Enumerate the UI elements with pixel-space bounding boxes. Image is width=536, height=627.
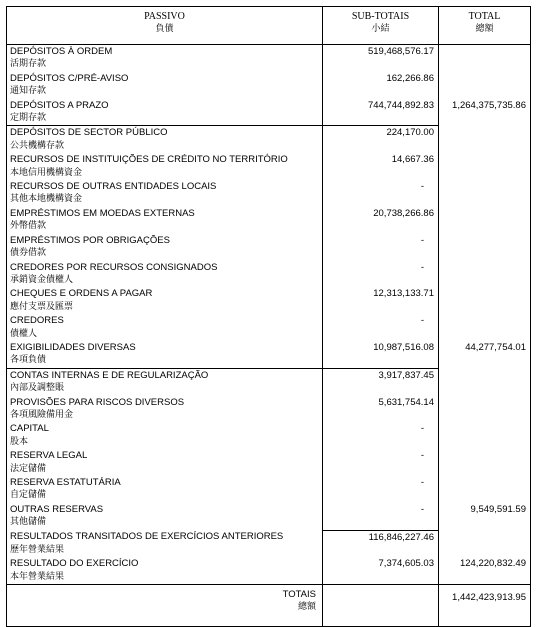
rows-body <box>7 45 531 585</box>
table-row <box>7 476 531 503</box>
row-subtotal-cell <box>323 207 439 234</box>
header-row <box>7 7 531 45</box>
row-label-cell <box>7 503 323 530</box>
totals-label-cell <box>7 585 323 627</box>
table-row <box>7 153 531 180</box>
table-row <box>7 207 531 234</box>
row-label-pt: OUTRAS RESERVAS <box>10 503 104 515</box>
row-label-cell <box>7 449 323 476</box>
row-label-cell <box>7 287 323 314</box>
row-label-cell <box>7 234 323 261</box>
row-subtotal-value: 162,266.86 <box>386 72 434 84</box>
row-label-zh: 內部及調整賬 <box>10 383 65 394</box>
header-subtotais-zh: 小結 <box>371 24 390 34</box>
row-total-cell <box>439 126 531 153</box>
row-total-cell <box>439 234 531 261</box>
row-label-pt: EMPRÉSTIMOS EM MOEDAS EXTERNAS <box>10 207 195 219</box>
row-subtotal-value: 5,631,754.14 <box>378 396 434 408</box>
table-row <box>7 530 531 557</box>
totals-value: 1,442,423,913.95 <box>439 585 531 627</box>
row-total-cell <box>439 341 531 368</box>
row-total-cell <box>439 72 531 99</box>
row-label-pt: PROVISÕES PARA RISCOS DIVERSOS <box>10 396 185 408</box>
row-subtotal-cell <box>323 396 439 423</box>
row-label-pt: RESULTADO DO EXERCÍCIO <box>10 558 139 570</box>
row-label-zh: 活期存款 <box>10 59 47 70</box>
row-subtotal-value: 7,374,605.03 <box>378 558 434 570</box>
row-subtotal-value: 3,917,837.45 <box>378 369 434 381</box>
row-label-zh: 應付支票及匯票 <box>10 301 74 312</box>
table-row <box>7 341 531 368</box>
row-label-pt: CREDORES <box>10 315 64 327</box>
table-row <box>7 45 531 72</box>
row-total-cell <box>439 557 531 584</box>
row-label-pt: EMPRÉSTIMOS POR OBRIGAÇÕES <box>10 234 170 246</box>
row-label-pt: CREDORES POR RECURSOS CONSIGNADOS <box>10 261 218 273</box>
row-label-zh: 債權人 <box>10 328 38 339</box>
row-label-pt: RESULTADOS TRANSITADOS DE EXERCÍCIOS ANTERIORES <box>10 531 284 543</box>
row-subtotal-cell <box>323 503 439 530</box>
header-total-zh: 總額 <box>475 24 494 34</box>
totals-label: TOTAIS <box>282 589 316 601</box>
row-subtotal-value: - <box>420 450 424 462</box>
row-label-cell <box>7 72 323 99</box>
table-row <box>7 368 531 395</box>
row-total-cell <box>439 530 531 557</box>
row-label-zh: 公共機構存款 <box>10 140 65 151</box>
row-label-cell <box>7 99 323 126</box>
row-subtotal-value: - <box>420 315 424 327</box>
table-row <box>7 180 531 207</box>
row-subtotal-cell <box>323 341 439 368</box>
row-subtotal-cell <box>323 153 439 180</box>
row-label-cell <box>7 45 323 72</box>
row-label-cell <box>7 396 323 423</box>
row-subtotal-cell <box>323 261 439 288</box>
table-row <box>7 287 531 314</box>
row-subtotal-cell <box>323 476 439 503</box>
header-subtotais-label: SUB-TOTAIS <box>351 11 410 22</box>
row-label-cell <box>7 530 323 557</box>
row-label-zh: 各項負債 <box>10 355 47 366</box>
row-label-cell <box>7 314 323 341</box>
row-subtotal-value: 10,987,516.08 <box>373 341 434 353</box>
row-label-cell <box>7 422 323 449</box>
row-subtotal-value: 224,170.00 <box>386 127 434 139</box>
row-label-zh: 法定儲備 <box>10 463 47 474</box>
row-total-cell <box>439 153 531 180</box>
table-row <box>7 234 531 261</box>
row-label-zh: 各項風險備用金 <box>10 409 74 420</box>
row-label-zh: 外幣借款 <box>10 221 47 232</box>
row-label-pt: RESERVA ESTATUTÁRIA <box>10 477 121 488</box>
row-total-value: 1,264,375,735.86 <box>452 99 526 111</box>
row-total-cell <box>439 476 531 503</box>
row-label-pt: DEPÓSITOS À ORDEM <box>10 46 113 57</box>
row-subtotal-value: - <box>420 181 424 193</box>
row-subtotal-cell <box>323 287 439 314</box>
row-total-cell <box>439 422 531 449</box>
header-passivo-zh: 負債 <box>155 24 174 34</box>
row-total-cell <box>439 314 531 341</box>
row-subtotal-value: 20,738,266.86 <box>373 207 434 219</box>
row-subtotal-cell <box>323 126 439 153</box>
row-label-cell <box>7 180 323 207</box>
row-subtotal-value: 116,846,227.46 <box>368 531 434 543</box>
row-total-cell <box>439 99 531 126</box>
row-label-zh: 通知存款 <box>10 86 47 97</box>
row-label-zh: 其他本地機構資金 <box>10 194 83 205</box>
header-passivo-label: PASSIVO <box>144 11 185 22</box>
row-total-value: 44,277,754.01 <box>465 341 526 353</box>
row-total-cell <box>439 368 531 395</box>
row-label-zh: 歷年營業結果 <box>10 544 65 555</box>
row-label-pt: CAPITAL <box>10 423 49 435</box>
row-label-zh: 定期存款 <box>10 113 47 124</box>
table-row <box>7 449 531 476</box>
row-subtotal-value: 14,667.36 <box>391 154 434 166</box>
row-label-pt: CONTAS INTERNAS E DE REGULARIZAÇÃO <box>10 369 209 381</box>
table-row <box>7 396 531 423</box>
table-row <box>7 314 531 341</box>
row-total-value: 124,220,832.49 <box>459 558 526 570</box>
row-subtotal-value: - <box>420 261 424 273</box>
table-row <box>7 503 531 530</box>
row-total-cell <box>439 503 531 530</box>
row-subtotal-cell <box>323 72 439 99</box>
liabilities-table <box>6 6 531 627</box>
row-subtotal-cell <box>323 45 439 72</box>
row-label-zh: 承銷資金債權人 <box>10 274 74 285</box>
table-row <box>7 72 531 99</box>
row-subtotal-cell <box>323 422 439 449</box>
row-subtotal-cell <box>323 180 439 207</box>
row-subtotal-cell <box>323 530 439 557</box>
row-total-cell <box>439 396 531 423</box>
row-label-cell <box>7 557 323 584</box>
row-subtotal-value: 519,468,576.17 <box>367 46 434 57</box>
row-label-cell <box>7 126 323 153</box>
row-total-cell <box>439 287 531 314</box>
row-label-zh: 股本 <box>10 436 29 447</box>
row-subtotal-cell <box>323 314 439 341</box>
row-label-zh: 本地信用機構資金 <box>10 167 83 178</box>
table-row <box>7 126 531 153</box>
header-total <box>439 7 531 45</box>
row-subtotal-cell <box>323 234 439 261</box>
row-subtotal-cell <box>323 368 439 395</box>
row-total-value: 9,549,591.59 <box>470 503 526 515</box>
row-label-pt: RECURSOS DE OUTRAS ENTIDADES LOCAIS <box>10 181 217 193</box>
row-label-cell <box>7 341 323 368</box>
liabilities-table-container <box>6 6 530 623</box>
totals-label-zh: 總額 <box>297 602 316 613</box>
row-subtotal-value: - <box>420 423 424 435</box>
row-label-cell <box>7 476 323 503</box>
row-label-pt: DEPÓSITOS DE SECTOR PÚBLICO <box>10 127 168 139</box>
header-passivo <box>7 7 323 45</box>
row-subtotal-value: 12,313,133.71 <box>373 288 434 300</box>
row-subtotal-value: - <box>420 234 424 246</box>
row-total-cell <box>439 261 531 288</box>
row-label-pt: DEPÓSITOS C/PRÉ-AVISO <box>10 72 129 84</box>
row-total-cell <box>439 180 531 207</box>
row-subtotal-cell <box>323 99 439 126</box>
row-label-pt: RESERVA LEGAL <box>10 450 88 462</box>
row-subtotal-value: - <box>420 477 424 488</box>
row-subtotal-value: 744,744,892.83 <box>367 99 434 111</box>
row-label-cell <box>7 207 323 234</box>
table-row <box>7 557 531 584</box>
row-subtotal-cell <box>323 449 439 476</box>
table-row <box>7 422 531 449</box>
row-total-cell <box>439 449 531 476</box>
row-label-zh: 自定儲備 <box>10 490 47 501</box>
totals-row <box>7 585 531 627</box>
row-label-pt: DEPÓSITOS A PRAZO <box>10 99 109 111</box>
row-label-cell <box>7 261 323 288</box>
totals-sub-cell <box>323 585 439 627</box>
row-label-pt: CHEQUES E ORDENS A PAGAR <box>10 288 153 300</box>
table-row <box>7 261 531 288</box>
row-label-cell <box>7 368 323 395</box>
header-subtotais <box>323 7 439 45</box>
row-subtotal-value: - <box>420 503 424 515</box>
row-label-cell <box>7 153 323 180</box>
row-label-pt: EXIGIBILIDADES DIVERSAS <box>10 341 136 353</box>
row-label-zh: 債券借款 <box>10 248 47 259</box>
row-total-cell <box>439 45 531 72</box>
row-total-cell <box>439 207 531 234</box>
row-subtotal-cell <box>323 557 439 584</box>
row-label-zh: 其他儲備 <box>10 517 47 528</box>
row-label-zh: 本年營業結果 <box>10 571 65 582</box>
row-label-pt: RECURSOS DE INSTITUIÇÕES DE CRÉDITO NO TERRITÓRIO <box>10 154 288 166</box>
table-row <box>7 99 531 126</box>
header-total-label: TOTAL <box>468 11 501 22</box>
